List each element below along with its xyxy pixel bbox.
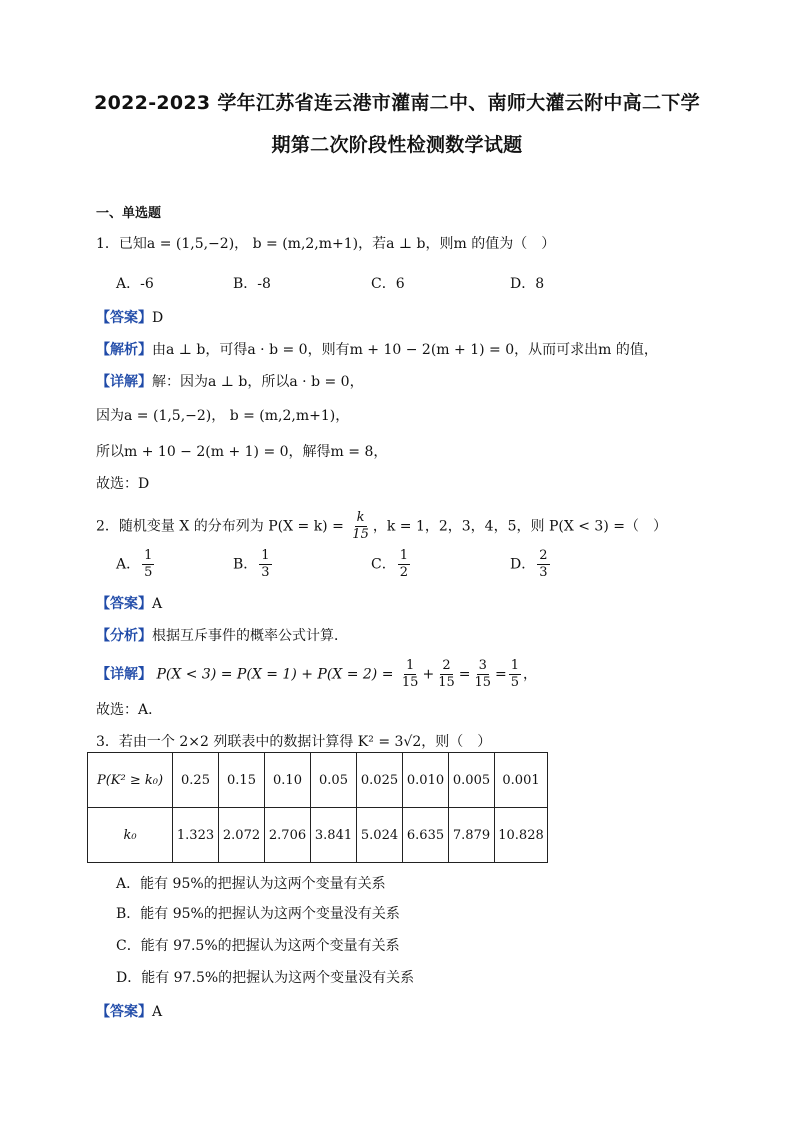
q1-analysis-tag: 【解析】 (96, 342, 152, 358)
q2-option-d-label: D． (510, 556, 536, 573)
q2-detail-tag: 【详解】 (96, 666, 152, 683)
critical-value-table (87, 752, 548, 863)
q2-option-a-den: 5 (144, 565, 153, 580)
title-line-1: 2022-2023 学年江苏省连云港市灌南二中、南师大灌云附中高二下学 (94, 92, 700, 114)
q2-detail-frac-1-den: 15 (401, 675, 419, 690)
q2-analysis (96, 626, 348, 646)
table-cell: 3.841 (311, 808, 357, 863)
table-cell: 5.024 (357, 808, 403, 863)
table-cell: 0.005 (449, 753, 495, 808)
q1-option-d: D．8 (510, 276, 545, 292)
table-cell: 1.323 (173, 808, 219, 863)
q2-option-b (233, 548, 274, 581)
q1-detail-line-1: 因为a = (1,5,−2)， b = (m,2,m+1)， (96, 408, 350, 424)
q2-stem (96, 510, 667, 543)
q2-stem-fraction (350, 510, 371, 543)
q2-stem-frac-den: 15 (352, 527, 369, 542)
q2-detail-frac-2 (436, 658, 457, 691)
q2-option-d (510, 548, 552, 581)
q2-detail-frac-4-num: 1 (510, 658, 520, 673)
q2-option-b-den: 3 (261, 565, 270, 580)
q2-option-a (116, 548, 156, 581)
table-cell: 10.828 (495, 808, 548, 863)
q1-option-a: A．-6 (116, 276, 154, 292)
q1-option-b: B．-8 (233, 276, 271, 292)
q2-detail-frac-4-den: 5 (510, 675, 520, 690)
q2-answer-value: A (152, 596, 163, 612)
q2-option-d-num: 2 (539, 548, 548, 563)
q2-detail-frac-4 (509, 658, 521, 691)
q1-detail-text: 解：因为a ⊥ b，所以a · b = 0， (152, 374, 364, 390)
q1-stem: 1．已知a = (1,5,−2)， b = (m,2,m+1)，若a ⊥ b，则m 的值为（ ） (96, 236, 556, 252)
q2-option-c-frac (398, 548, 410, 581)
q2-detail-pre: P(X < 3) = P(X = 1) + P(X = 2) = (156, 666, 394, 683)
q2-stem-frac-num: k (356, 510, 365, 525)
table-cell: 2.072 (219, 808, 265, 863)
q2-detail: 【详解】 P(X < 3) = P(X = 1) + P(X = 2) = $\frac{1}{15}$ + $\frac{2}{15}$ = $\frac{3}{15}$ = $\frac{1}{5}$ ， (96, 658, 538, 690)
q3-answer (96, 1002, 162, 1022)
q1-answer-value: D (152, 310, 164, 326)
table-cell: 0.10 (265, 753, 311, 808)
q1-analysis-text: 由a ⊥ b，可得a · b = 0，则有m + 10 − 2(m + 1) = 0，从而可求出m 的值， (152, 342, 658, 358)
table-row (88, 753, 548, 808)
q2-option-a-frac (142, 548, 154, 581)
q1-answer (96, 308, 163, 328)
table-cell: 7.879 (449, 808, 495, 863)
q3-option-d: D．能有 97.5%的把握认为这两个变量没有关系 (116, 970, 415, 986)
q2-option-b-num: 1 (261, 548, 270, 563)
q3-option-c: C．能有 97.5%的把握认为这两个变量有关系 (116, 938, 400, 954)
q2-option-c-den: 2 (399, 565, 408, 580)
q2-analysis-text: 根据互斥事件的概率公式计算． (152, 628, 348, 644)
q2-detail-frac-3-num: 3 (478, 658, 487, 673)
q3-stem: 3．若由一个 2×2 列联表中的数据计算得 K² = 3√2，则（ ） (96, 734, 492, 750)
table-row-label: P(K² ≥ k₀) (88, 753, 173, 808)
q3-option-a: A．能有 95%的把握认为这两个变量有关系 (116, 876, 386, 892)
q1-answer-tag: 【答案】 (96, 310, 152, 326)
q2-detail-frac-2-num: 2 (442, 658, 451, 673)
q2-answer (96, 594, 162, 614)
q2-option-d-den: 3 (539, 565, 548, 580)
q2-stem-post: ，k = 1，2，3，4，5，则 P(X < 3) =（ ） (372, 518, 667, 535)
q2-option-c-num: 1 (399, 548, 408, 563)
q2-detail-frac-1 (400, 658, 421, 691)
q2-detail-frac-3 (472, 658, 493, 691)
table-row (88, 808, 548, 863)
q2-option-c (371, 548, 412, 581)
q2-stem-pre: 2．随机变量 X 的分布列为 P(X = k) = (96, 518, 344, 535)
q2-detail-frac-1-num: 1 (406, 658, 415, 673)
section-heading: 一、单选题 (96, 206, 162, 221)
title-line-2: 期第二次阶段性检测数学试题 (271, 134, 523, 156)
table-cell: 0.025 (357, 753, 403, 808)
table-cell: 0.15 (219, 753, 265, 808)
table-cell: 0.010 (403, 753, 449, 808)
q3-option-b: B．能有 95%的把握认为这两个变量没有关系 (116, 906, 400, 922)
q1-analysis (96, 340, 658, 360)
table-cell: 0.25 (173, 753, 219, 808)
q2-option-a-num: 1 (144, 548, 153, 563)
q2-option-c-label: C． (371, 556, 396, 573)
q1-detail (96, 372, 364, 392)
q2-option-a-label: A． (116, 556, 141, 573)
table-cell: 2.706 (265, 808, 311, 863)
q2-detail-frac-2-den: 15 (438, 675, 455, 690)
table-cell: 6.635 (403, 808, 449, 863)
q1-option-c: C．6 (371, 276, 405, 292)
table-row-label: k₀ (88, 808, 173, 863)
q3-answer-value: A (152, 1004, 163, 1020)
table-cell: 0.001 (495, 753, 548, 808)
q2-option-b-label: B． (233, 556, 258, 573)
q2-conclusion: 故选：A． (96, 702, 163, 718)
q2-option-b-frac (259, 548, 271, 581)
q2-detail-frac-3-den: 15 (474, 675, 492, 690)
q1-detail-tag: 【详解】 (96, 374, 152, 390)
q2-answer-tag: 【答案】 (96, 596, 152, 612)
table-cell: 0.05 (311, 753, 357, 808)
q1-detail-line-3: 故选：D (96, 476, 150, 492)
q1-detail-line-2: 所以m + 10 − 2(m + 1) = 0，解得m = 8， (96, 444, 388, 460)
q2-option-d-frac (537, 548, 549, 581)
q2-analysis-tag: 【分析】 (96, 628, 152, 644)
q3-answer-tag: 【答案】 (96, 1004, 152, 1020)
